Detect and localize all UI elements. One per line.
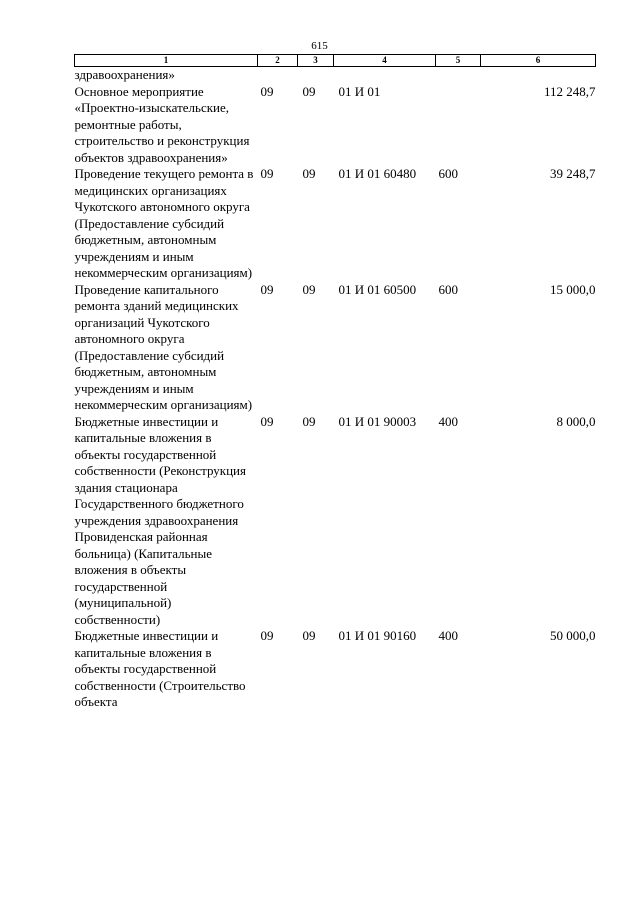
row-target-code: 01 И 01 <box>338 83 381 99</box>
row-expense-type: 400 <box>438 628 458 643</box>
row-expense-type: 400 <box>438 413 458 429</box>
header-col-5: 5 <box>436 55 481 67</box>
row-subsection <box>298 67 334 84</box>
row-amount: 39 248,7 <box>550 166 596 181</box>
row-subsection: 09 <box>302 628 316 643</box>
row-name: Бюджетные инвестиции и капитальные вложения в объекты государственной собственности (Строительство объекта <box>74 628 246 709</box>
row-name: здравоохранения» <box>74 67 175 82</box>
row-amount: 15 000,0 <box>550 281 596 297</box>
row-section: 09 <box>260 628 274 643</box>
row-subsection: 09 <box>302 166 316 181</box>
table-row <box>75 67 596 84</box>
row-target-code: 01 И 01 60480 <box>338 166 417 181</box>
row-section <box>258 67 298 84</box>
table-header-row <box>75 55 596 67</box>
row-amount: 112 248,7 <box>543 83 596 99</box>
table-row <box>75 84 596 167</box>
table-row <box>75 628 596 711</box>
row-subsection: 09 <box>302 83 316 99</box>
row-subsection: 09 <box>302 281 316 297</box>
budget-table <box>74 54 596 711</box>
row-section: 09 <box>260 83 274 99</box>
row-target-code <box>334 67 436 84</box>
table-row <box>75 282 596 414</box>
row-target-code: 01 И 01 90160 <box>338 628 417 643</box>
row-expense-type <box>436 84 481 167</box>
row-section: 09 <box>260 281 274 297</box>
row-name: Основное мероприятие «Проектно-изыскательские, ремонтные работы, строительство и реконструкция объектов здравоохранения» <box>74 83 250 165</box>
row-name: Проведение капитального ремонта зданий медицинских организаций Чукотского автономного округа (Предоставление субсидий бюджетным, автономным учреждениям и иным некоммерческим организациям) <box>74 281 253 412</box>
row-target-code: 01 И 01 90003 <box>338 413 417 429</box>
row-expense-type <box>436 67 481 84</box>
row-name: Проведение текущего ремонта в медицинских организациях Чукотского автономного округа (Предоставление субсидий бюджетным, автономным учреждениям и иным некоммерческим организациям) <box>74 166 254 280</box>
table-row <box>75 414 596 629</box>
row-section: 09 <box>260 166 274 181</box>
row-expense-type: 600 <box>438 281 458 297</box>
page-number: 615 <box>311 40 328 52</box>
header-col-6: 6 <box>481 55 596 67</box>
row-target-code: 01 И 01 60500 <box>338 281 417 297</box>
row-section: 09 <box>260 413 274 429</box>
row-amount: 50 000,0 <box>550 628 596 643</box>
row-name: Бюджетные инвестиции и капитальные вложения в объекты государственной собственности (Реконструкция здания стационара Государственного бюджетного учреждения здравоохранения Провиденская районная больница) (Капитальные вложения в объекты государственной (муниципальной) собственности) <box>74 413 246 627</box>
header-col-4: 4 <box>334 55 436 67</box>
table-row <box>75 166 596 282</box>
row-amount: 8 000,0 <box>556 413 596 429</box>
row-expense-type: 600 <box>438 166 458 181</box>
header-col-3: 3 <box>298 55 334 67</box>
header-col-2: 2 <box>258 55 298 67</box>
row-subsection: 09 <box>302 413 316 429</box>
row-amount <box>481 67 596 84</box>
header-col-1: 1 <box>75 55 258 67</box>
